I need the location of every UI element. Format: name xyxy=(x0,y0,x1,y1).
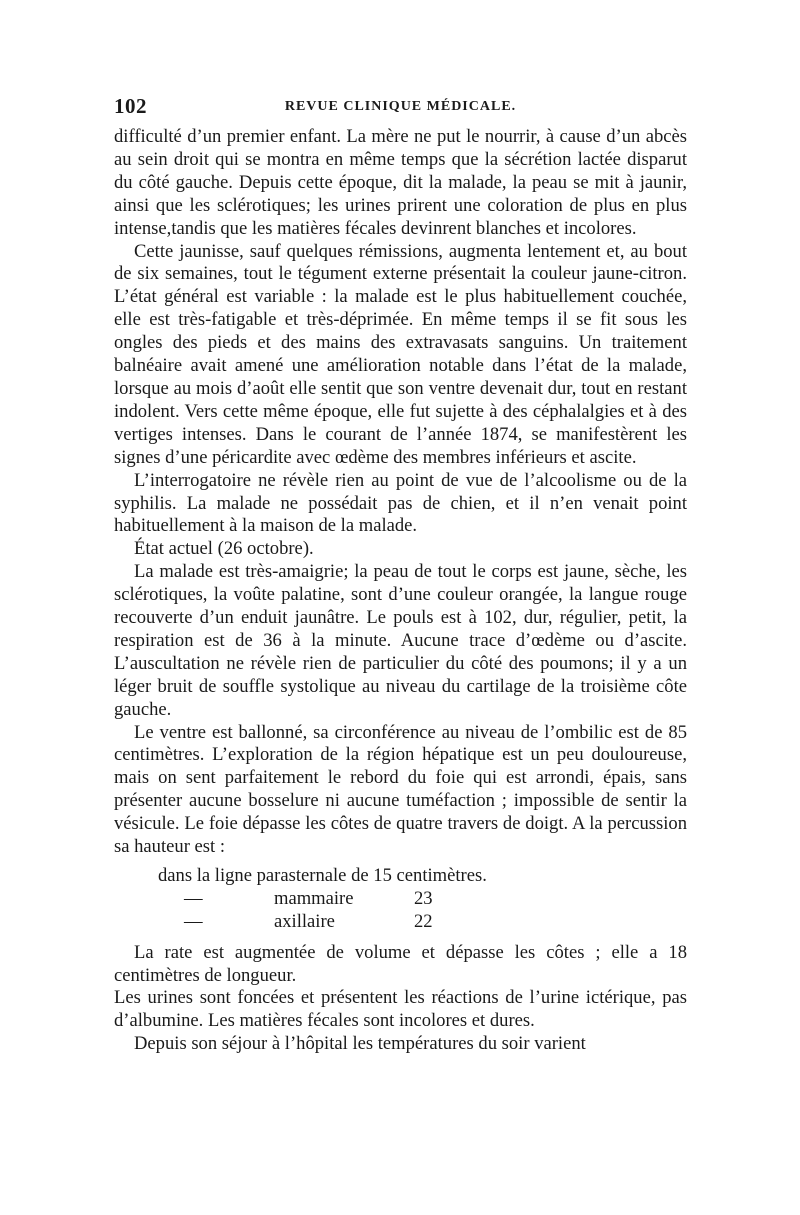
measurement-label: mammaire xyxy=(274,887,354,909)
paragraph: Cette jaunisse, sauf quelques rémissions, augmenta lentement et, au bout de six semaines, tout le tégument externe présentait la couleur jaune-citron. L’état général est variable : la malade est le plus habituellement couchée, elle est très-fatigable et très-déprimée. En même temps il se fit sous les ongles des pieds et des mains des extravasats sanguins. Un traitement balnéaire avait amené une amélioration notable dans l’état de la malade, lorsque au mois d’août elle sentit que son ventre devenait dur, tout en restant indolent. Vers cette même époque, elle fut sujette à des céphalalgies et à des vertiges intenses. Dans le courant de l’année 1874, se manifestèrent les signes d’une péricardite avec œdème des membres inférieurs et ascite. xyxy=(114,240,687,468)
paragraph: difficulté d’un premier enfant. La mère ne put le nourrir, à cause d’un abcès au sein droit qui se montra en même temps que la sécrétion lactée disparut du côté gauche. Depuis cette époque, dit la malade, la peau se mit à jaunir, ainsi que les sclérotiques; les urines prirent une coloration de plus en plus intense,tandis que les matières fécales devinrent blanches et incolores. xyxy=(114,126,687,239)
measurement-row xyxy=(114,888,687,911)
running-title: REVUE CLINIQUE MÉDICALE. xyxy=(284,99,517,114)
paragraph: L’interrogatoire ne révèle rien au point de vue de l’alcoolisme ou de la syphilis. La malade ne possédait pas de chien, et il n’en venait point habituellement à la maison de la malade. xyxy=(114,469,687,537)
page-number: 102 xyxy=(114,94,147,118)
section-heading: État actuel (26 octobre). xyxy=(134,538,314,560)
paragraph: La malade est très-amaigrie; la peau de tout le corps est jaune, sèche, les sclérotiques, la voûte palatine, sont d’une couleur orangée, la langue rouge recouverte d’un enduit jaunâtre. Le pouls est à 102, dur, régulier, petit, la respiration est de 36 à la minute. Aucune trace d’œdème ou d’ascite. L’auscultation ne révèle rien de particulier du côté des poumons; il y a un léger bruit de souffle systolique au niveau du cartilage de la troisième côte gauche. xyxy=(114,561,687,720)
measurement-intro-row xyxy=(114,865,687,888)
measurement-label: axillaire xyxy=(274,910,335,932)
paragraph: Les urines sont foncées et présentent les réactions de l’urine ictérique, pas d’albumine. Les matières fécales sont incolores et dures. xyxy=(114,987,687,1032)
body-text xyxy=(114,126,687,1056)
measurement-row xyxy=(114,911,687,934)
paragraph: Depuis son séjour à l’hôpital les températures du soir varient xyxy=(134,1033,586,1055)
paragraph: Le ventre est ballonné, sa circonférence au niveau de l’ombilic est de 85 centimètres. L’exploration de la région hépatique est un peu douloureuse, mais on sent parfaitement le rebord du foie qui est arrondi, épais, sans présenter aucune bosselure ni aucune tuméfaction ; impossible de sentir la vésicule. Le foie dépasse les côtes de quatre travers de doigt. A la percussion sa hauteur est : xyxy=(114,721,687,858)
measurement-value: 23 xyxy=(414,887,433,909)
measurement-value: 22 xyxy=(414,910,433,932)
measurement-dash: — xyxy=(184,887,203,909)
paragraph: La rate est augmentée de volume et dépasse les côtes ; elle a 18 centimètres de longueur. xyxy=(114,941,687,986)
page-header xyxy=(114,94,687,120)
measurement-table xyxy=(114,865,687,934)
measurement-dash: — xyxy=(184,910,203,932)
measurement-intro: dans la ligne parasternale de 15 centimètres. xyxy=(158,865,487,886)
